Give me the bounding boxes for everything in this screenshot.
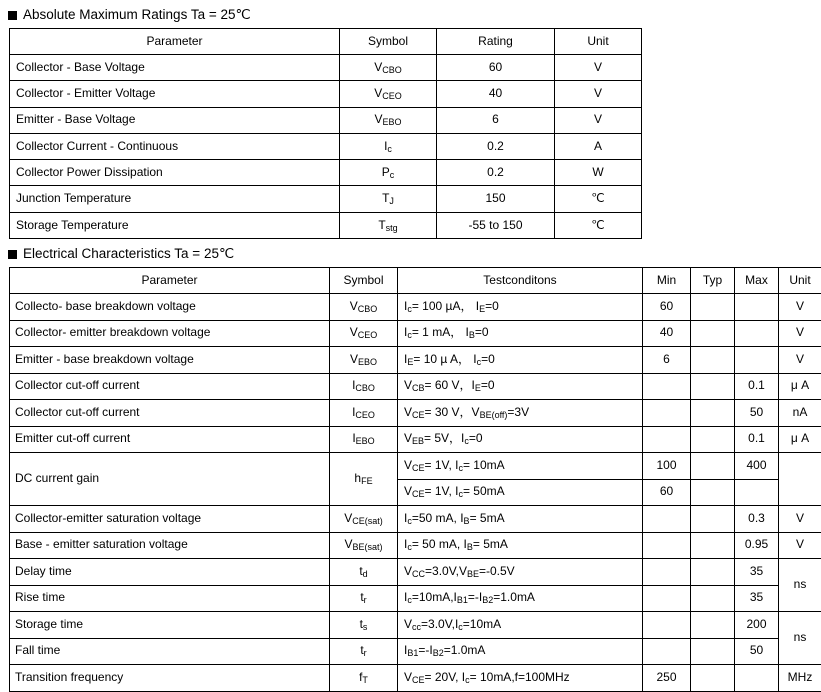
cell-unit: A bbox=[555, 133, 642, 159]
cell-symbol bbox=[340, 186, 437, 212]
cell-rating: -55 to 150 bbox=[437, 212, 555, 238]
cell-conditions: $I_c= 100$ µA， $I_E=0$ bbox=[398, 294, 643, 321]
column-header-parameter: Parameter bbox=[10, 29, 340, 55]
cell-unit: μ A bbox=[779, 426, 821, 453]
absolute-maximum-ratings-section bbox=[0, 0, 821, 239]
cell-unit: μ A bbox=[779, 373, 821, 400]
electrical-characteristics-section bbox=[0, 239, 821, 692]
cell-parameter: Storage Temperature bbox=[10, 212, 340, 238]
table-row bbox=[10, 55, 642, 81]
cell-parameter: Collector - Base Voltage bbox=[10, 55, 340, 81]
cell-unit: ℃ bbox=[555, 186, 642, 212]
symbol-subscript: J bbox=[389, 196, 394, 206]
cell-parameter: Delay time bbox=[10, 559, 330, 586]
cell-conditions: $I_c=10mA,I_{B1}=-I_{B2}=1.0mA$ bbox=[398, 585, 643, 612]
cell-conditions: $V_{cc}=3.0V,I_c=10mA$ bbox=[398, 612, 643, 639]
cell-typ bbox=[691, 373, 735, 400]
cell-parameter: Junction Temperature bbox=[10, 186, 340, 212]
cell-max: 0.1 bbox=[735, 373, 779, 400]
column-header-testconditions: Testconditons bbox=[398, 268, 643, 294]
symbol-subscript: c bbox=[387, 144, 392, 154]
cell-typ bbox=[691, 665, 735, 692]
cell-unit: V bbox=[555, 107, 642, 133]
cell-max bbox=[735, 320, 779, 347]
table-row bbox=[10, 294, 821, 321]
cell-conditions: $V_{CC}=3.0V,V_{BE}=-0.5V$ bbox=[398, 559, 643, 586]
cell-symbol bbox=[340, 212, 437, 238]
cell-max: 50 bbox=[735, 400, 779, 427]
symbol-subscript: c bbox=[390, 170, 395, 180]
cell-max bbox=[735, 347, 779, 374]
cell-min bbox=[643, 506, 691, 533]
cell-parameter: Collecto- base breakdown voltage bbox=[10, 294, 330, 321]
cell-symbol: $t_s$ bbox=[330, 612, 398, 639]
cell-min: 60 bbox=[643, 479, 691, 506]
symbol-subscript: CBO bbox=[382, 65, 402, 75]
cell-max bbox=[735, 294, 779, 321]
table-row bbox=[10, 347, 821, 374]
table-row bbox=[10, 160, 642, 186]
table-row bbox=[10, 506, 821, 533]
cell-max: 50 bbox=[735, 638, 779, 665]
cell-unit bbox=[779, 453, 821, 506]
cell-conditions: $V_{CE}= 1V$, $I_c= 10mA$ bbox=[398, 453, 643, 480]
table-row bbox=[10, 133, 642, 159]
cell-parameter: Collector cut-off current bbox=[10, 373, 330, 400]
table-row bbox=[10, 81, 642, 107]
cell-min: 100 bbox=[643, 453, 691, 480]
absolute-maximum-ratings-table bbox=[9, 28, 642, 239]
cell-conditions: $I_c= 1$ mA， $I_B=0$ bbox=[398, 320, 643, 347]
column-header-rating: Rating bbox=[437, 29, 555, 55]
cell-unit: W bbox=[555, 160, 642, 186]
cell-unit: MHz bbox=[779, 665, 821, 692]
table-row bbox=[10, 453, 821, 480]
table-row bbox=[10, 612, 821, 639]
cell-unit: V bbox=[779, 532, 821, 559]
cell-max: 200 bbox=[735, 612, 779, 639]
cell-max: 35 bbox=[735, 585, 779, 612]
symbol-main: V bbox=[374, 60, 382, 74]
cell-conditions: $V_{CE}= 20V$, $I_c= 10mA,f=100MHz$ bbox=[398, 665, 643, 692]
cell-symbol: $t_d$ bbox=[330, 559, 398, 586]
section-heading-absolute-maximum-ratings bbox=[0, 0, 821, 28]
cell-unit: nA bbox=[779, 400, 821, 427]
cell-max: 0.3 bbox=[735, 506, 779, 533]
cell-rating: 0.2 bbox=[437, 133, 555, 159]
symbol-subscript: EBO bbox=[383, 117, 402, 127]
cell-max bbox=[735, 665, 779, 692]
cell-symbol bbox=[340, 160, 437, 186]
cell-unit: V bbox=[779, 506, 821, 533]
cell-typ bbox=[691, 453, 735, 480]
electrical-characteristics-table bbox=[9, 267, 821, 692]
cell-symbol: $I_{CBO}$ bbox=[330, 373, 398, 400]
cell-typ bbox=[691, 479, 735, 506]
cell-symbol: $I_{CEO}$ bbox=[330, 400, 398, 427]
column-header-typ: Typ bbox=[691, 268, 735, 294]
symbol-main: T bbox=[382, 191, 389, 205]
cell-parameter: Collector Current - Continuous bbox=[10, 133, 340, 159]
symbol-subscript: stg bbox=[386, 223, 398, 233]
cell-typ bbox=[691, 506, 735, 533]
table-header-row bbox=[10, 29, 642, 55]
table-row bbox=[10, 638, 821, 665]
cell-symbol: $I_{EBO}$ bbox=[330, 426, 398, 453]
cell-min bbox=[643, 585, 691, 612]
column-header-unit: Unit bbox=[779, 268, 821, 294]
cell-min bbox=[643, 532, 691, 559]
cell-unit: V bbox=[779, 320, 821, 347]
cell-symbol bbox=[340, 55, 437, 81]
cell-conditions: $I_E= 10$ µ A， $I_c=0$ bbox=[398, 347, 643, 374]
cell-min bbox=[643, 559, 691, 586]
column-header-parameter: Parameter bbox=[10, 268, 330, 294]
cell-symbol: $V_{BE(sat)}$ bbox=[330, 532, 398, 559]
cell-typ bbox=[691, 320, 735, 347]
cell-max: 400 bbox=[735, 453, 779, 480]
cell-parameter: DC current gain bbox=[10, 453, 330, 506]
cell-rating: 60 bbox=[437, 55, 555, 81]
cell-parameter: Fall time bbox=[10, 638, 330, 665]
cell-typ bbox=[691, 426, 735, 453]
symbol-main: V bbox=[374, 86, 382, 100]
cell-typ bbox=[691, 638, 735, 665]
cell-conditions: $V_{CE}= 1V$, $I_c= 50mA$ bbox=[398, 479, 643, 506]
table-row bbox=[10, 186, 642, 212]
cell-parameter: Emitter cut-off current bbox=[10, 426, 330, 453]
cell-symbol: $t_r$ bbox=[330, 638, 398, 665]
cell-typ bbox=[691, 559, 735, 586]
cell-rating: 6 bbox=[437, 107, 555, 133]
square-bullet-icon bbox=[8, 250, 17, 259]
cell-min bbox=[643, 426, 691, 453]
column-header-min: Min bbox=[643, 268, 691, 294]
symbol-main: I bbox=[384, 139, 387, 153]
cell-symbol: $V_{EBO}$ bbox=[330, 347, 398, 374]
cell-parameter: Collector- emitter breakdown voltage bbox=[10, 320, 330, 347]
cell-parameter: Collector Power Dissipation bbox=[10, 160, 340, 186]
cell-min: 250 bbox=[643, 665, 691, 692]
cell-parameter: Base - emitter saturation voltage bbox=[10, 532, 330, 559]
cell-typ bbox=[691, 400, 735, 427]
cell-symbol: $V_{CE(sat)}$ bbox=[330, 506, 398, 533]
cell-unit: ns bbox=[779, 559, 821, 612]
cell-symbol: $t_r$ bbox=[330, 585, 398, 612]
cell-conditions: $I_c= 50$ mA, $I_B= 5mA$ bbox=[398, 532, 643, 559]
symbol-subscript: CEO bbox=[382, 91, 402, 101]
column-header-unit: Unit bbox=[555, 29, 642, 55]
cell-symbol bbox=[340, 107, 437, 133]
table-row bbox=[10, 212, 642, 238]
cell-conditions: $I_{B1}=-I_{B2}=1.0mA$ bbox=[398, 638, 643, 665]
square-bullet-icon bbox=[8, 11, 17, 20]
cell-parameter: Transition frequency bbox=[10, 665, 330, 692]
section-title: Electrical Characteristics Ta = 25℃ bbox=[23, 246, 234, 262]
cell-min bbox=[643, 612, 691, 639]
cell-max: 0.1 bbox=[735, 426, 779, 453]
cell-parameter: Collector cut-off current bbox=[10, 400, 330, 427]
cell-typ bbox=[691, 294, 735, 321]
cell-symbol: $h_{FE}$ bbox=[330, 453, 398, 506]
cell-max: 35 bbox=[735, 559, 779, 586]
cell-unit: V bbox=[779, 347, 821, 374]
cell-parameter: Rise time bbox=[10, 585, 330, 612]
cell-parameter: Storage time bbox=[10, 612, 330, 639]
cell-min: 60 bbox=[643, 294, 691, 321]
symbol-main: V bbox=[374, 112, 382, 126]
cell-unit: V bbox=[555, 81, 642, 107]
symbol-main: P bbox=[382, 165, 390, 179]
table-row bbox=[10, 400, 821, 427]
section-heading-electrical-characteristics bbox=[0, 239, 821, 267]
table-header-row bbox=[10, 268, 821, 294]
cell-conditions: $V_{CE}= 30$ V，$V_{BE(off)}=3V$ bbox=[398, 400, 643, 427]
cell-min: 6 bbox=[643, 347, 691, 374]
table-row bbox=[10, 107, 642, 133]
cell-conditions: $V_{CB}= 60$ V，$I_E=0$ bbox=[398, 373, 643, 400]
cell-unit: ℃ bbox=[555, 212, 642, 238]
table-row bbox=[10, 373, 821, 400]
cell-symbol: $V_{CBO}$ bbox=[330, 294, 398, 321]
cell-conditions: $V_{EB}= 5V$，$I_c=0$ bbox=[398, 426, 643, 453]
cell-rating: 150 bbox=[437, 186, 555, 212]
table-row bbox=[10, 559, 821, 586]
table-row bbox=[10, 585, 821, 612]
cell-parameter: Emitter - Base Voltage bbox=[10, 107, 340, 133]
cell-max: 0.95 bbox=[735, 532, 779, 559]
symbol-main: T bbox=[378, 218, 385, 232]
cell-symbol: $f_T$ bbox=[330, 665, 398, 692]
cell-max bbox=[735, 479, 779, 506]
cell-min: 40 bbox=[643, 320, 691, 347]
column-header-symbol: Symbol bbox=[340, 29, 437, 55]
cell-symbol: $V_{CEO}$ bbox=[330, 320, 398, 347]
cell-parameter: Collector - Emitter Voltage bbox=[10, 81, 340, 107]
cell-typ bbox=[691, 532, 735, 559]
cell-min bbox=[643, 638, 691, 665]
cell-conditions: $I_c=50$ mA, $I_B= 5mA$ bbox=[398, 506, 643, 533]
cell-typ bbox=[691, 585, 735, 612]
cell-symbol bbox=[340, 133, 437, 159]
column-header-max: Max bbox=[735, 268, 779, 294]
cell-symbol bbox=[340, 81, 437, 107]
table-row bbox=[10, 532, 821, 559]
cell-parameter: Emitter - base breakdown voltage bbox=[10, 347, 330, 374]
cell-unit: V bbox=[779, 294, 821, 321]
table-row bbox=[10, 426, 821, 453]
cell-parameter: Collector-emitter saturation voltage bbox=[10, 506, 330, 533]
cell-typ bbox=[691, 612, 735, 639]
section-title: Absolute Maximum Ratings Ta = 25℃ bbox=[23, 7, 251, 23]
cell-min bbox=[643, 373, 691, 400]
table-row bbox=[10, 665, 821, 692]
cell-unit: ns bbox=[779, 612, 821, 665]
column-header-symbol: Symbol bbox=[330, 268, 398, 294]
cell-unit: V bbox=[555, 55, 642, 81]
cell-rating: 0.2 bbox=[437, 160, 555, 186]
cell-typ bbox=[691, 347, 735, 374]
table-row bbox=[10, 320, 821, 347]
cell-min bbox=[643, 400, 691, 427]
cell-rating: 40 bbox=[437, 81, 555, 107]
